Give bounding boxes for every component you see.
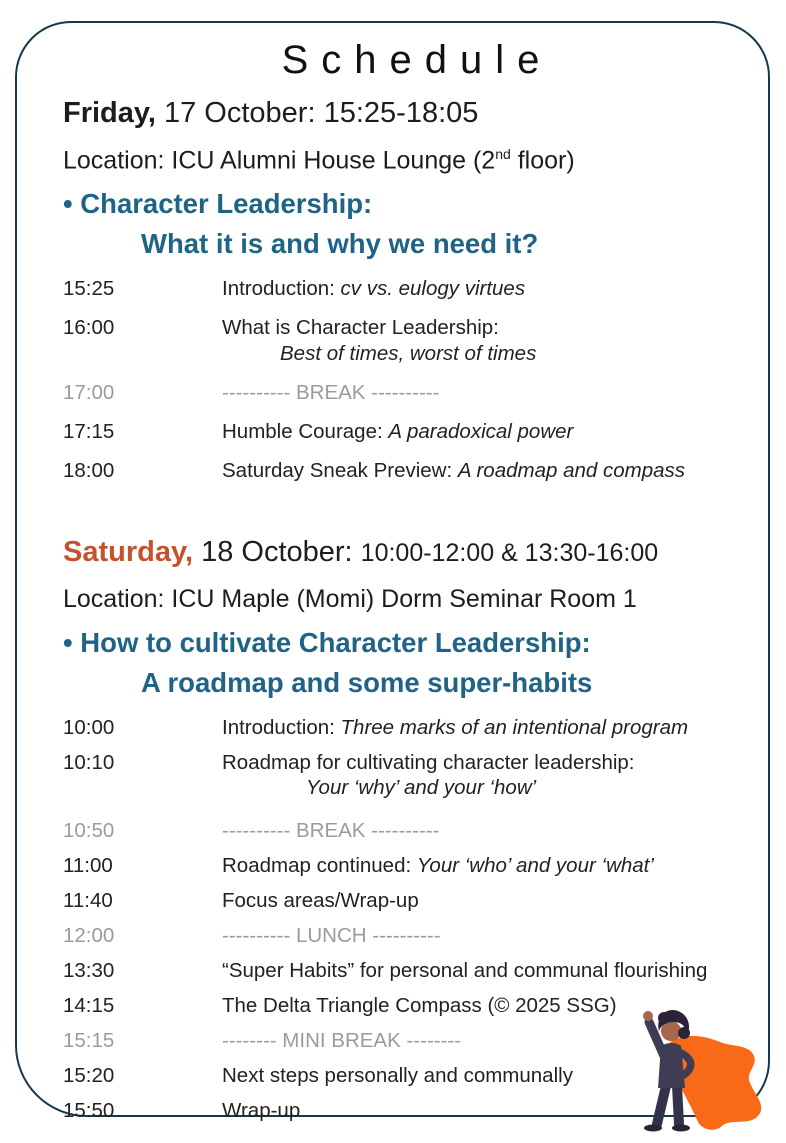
- left-shoe: [644, 1125, 662, 1132]
- schedule-row: [63, 715, 758, 740]
- friday-day-label: Friday,: [63, 97, 156, 129]
- saturday-times-label: 10:00-12:00 & 13:30-16:00: [360, 539, 659, 568]
- description-cell: -------- MINI BREAK --------: [222, 1029, 462, 1053]
- break-row: [63, 818, 758, 843]
- schedule-row: [63, 419, 758, 445]
- saturday-date-label: 18 October:: [193, 536, 361, 569]
- friday-location-text: Location: ICU Alumni House Lounge (2: [63, 146, 496, 175]
- friday-section: [63, 97, 758, 484]
- lunch-row: [63, 923, 758, 948]
- friday-location: [63, 146, 758, 175]
- description-cell: What is Character Leadership: Best of times, worst of times: [222, 316, 537, 366]
- time-cell: 17:15: [63, 420, 115, 444]
- schedule-card: [15, 21, 770, 1123]
- schedule-row: [63, 853, 758, 878]
- description-cell: Humble Courage: A paradoxical power: [222, 420, 574, 444]
- description-cell: Saturday Sneak Preview: A roadmap and compass: [222, 459, 686, 483]
- friday-schedule-rows: [63, 276, 758, 484]
- time-cell: 15:15: [63, 1029, 115, 1053]
- time-cell: 11:00: [63, 854, 113, 878]
- schedule-row: [63, 315, 758, 367]
- description-cell: The Delta Triangle Compass (© 2025 SSG): [222, 994, 617, 1018]
- saturday-topic-line2: A roadmap and some super-habits: [141, 667, 593, 699]
- time-cell: 16:00: [63, 316, 115, 340]
- saturday-day-label: Saturday,: [63, 536, 194, 569]
- break-row: [63, 380, 758, 406]
- schedule-row: [63, 458, 758, 484]
- description-cell: ---------- BREAK ----------: [222, 819, 440, 843]
- time-cell: 14:15: [63, 994, 115, 1018]
- time-cell: 17:00: [63, 381, 115, 405]
- left-leg: [657, 1086, 666, 1124]
- description-cell: Next steps personally and communally: [222, 1064, 573, 1088]
- description-cell: Roadmap continued: Your ‘who’ and your ‘what’: [222, 854, 654, 878]
- description-cell: ---------- LUNCH ----------: [222, 924, 441, 948]
- right-leg: [677, 1086, 679, 1124]
- saturday-heading: [63, 536, 758, 569]
- time-cell: 15:25: [63, 277, 115, 301]
- time-cell: 13:30: [63, 959, 115, 983]
- description-cell: Roadmap for cultivating character leadership: Your ‘why’ and your ‘how’: [222, 751, 635, 800]
- time-cell: 11:40: [63, 889, 113, 913]
- description-cell: ---------- BREAK ----------: [222, 381, 440, 405]
- time-cell: 10:00: [63, 716, 115, 740]
- friday-topic-line2: What it is and why we need it?: [141, 228, 539, 260]
- time-cell: 15:20: [63, 1064, 115, 1088]
- friday-heading: [63, 97, 758, 130]
- time-cell: 18:00: [63, 459, 115, 483]
- hair-curl-top: [658, 1012, 670, 1024]
- description-cell: “Super Habits” for personal and communal flourishing: [222, 959, 708, 983]
- description-cell: Introduction: cv vs. eulogy virtues: [222, 277, 526, 301]
- schedule-row: [63, 888, 758, 913]
- schedule-row: [63, 750, 758, 800]
- saturday-topic-line1: • How to cultivate Character Leadership:: [63, 627, 591, 659]
- right-shoe: [672, 1125, 690, 1132]
- friday-times-label: 15:25-18:05: [323, 97, 479, 129]
- friday-location-superscript: nd: [495, 146, 511, 162]
- friday-date-label: 17 October:: [155, 97, 324, 129]
- bullet-glyph: •: [63, 627, 73, 659]
- time-cell: 15:50: [63, 1099, 115, 1123]
- page-title: Schedule: [281, 38, 553, 82]
- superhero-illustration: [612, 1002, 770, 1138]
- time-cell: 10:50: [63, 819, 115, 843]
- friday-location-text-end: floor): [510, 146, 575, 175]
- raised-fist: [643, 1011, 653, 1021]
- time-cell: 12:00: [63, 924, 115, 948]
- description-cell: Introduction: Three marks of an intentional program: [222, 716, 689, 740]
- saturday-location: Location: ICU Maple (Momi) Dorm Seminar Room 1: [63, 585, 637, 614]
- hair-curl-right: [678, 1027, 690, 1039]
- schedule-row: [63, 958, 758, 983]
- superhero-svg: [612, 1002, 770, 1138]
- friday-topic-line1: • Character Leadership:: [63, 188, 373, 220]
- schedule-row: [63, 276, 758, 302]
- bullet-glyph: •: [63, 188, 73, 220]
- time-cell: 10:10: [63, 751, 115, 775]
- description-cell: Wrap-up: [222, 1099, 301, 1123]
- description-cell: Focus areas/Wrap-up: [222, 889, 419, 913]
